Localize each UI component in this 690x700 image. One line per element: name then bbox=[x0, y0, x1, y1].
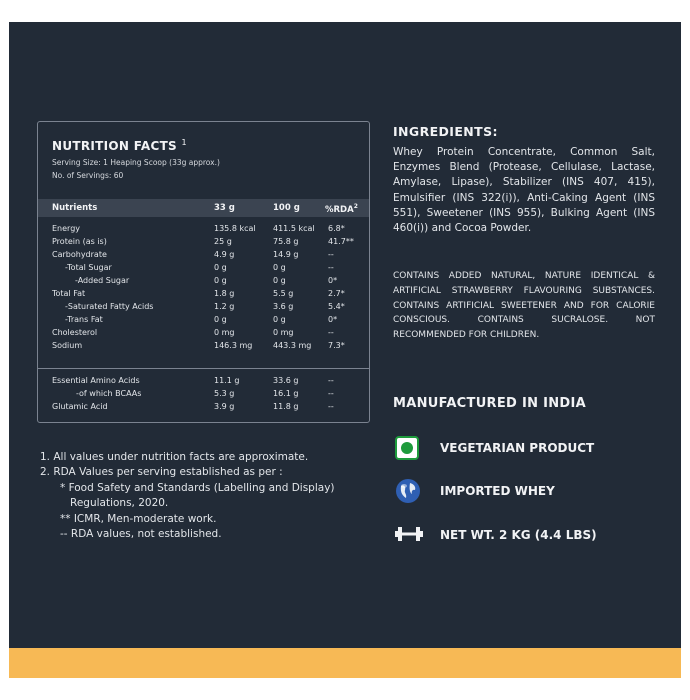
nutrition-header-row bbox=[38, 199, 369, 217]
warning-text: CONTAINS ADDED NATURAL, NATURE IDENTICAL & ARTIFICIAL STRAWBERRY FLAVOURING SUBSTANCES. CONTAINS ARTIFICIAL SWEETENER AND FOR CALORIE CONSCIOUS. CONTAINS SUCRALOSE. NOT RECOMMENDED FOR CHILDREN. bbox=[393, 271, 655, 341]
nutrition-facts-box bbox=[37, 121, 370, 423]
nutrient-row-carbohydrate: Carbohydrate 4.9 g 14.9 g -- bbox=[52, 250, 334, 259]
amino-row-bcaas: -of which BCAAs 5.3 g 16.1 g -- bbox=[76, 389, 334, 398]
header-33g: 33 g bbox=[214, 203, 235, 213]
nutrient-row-saturated-fat: -Saturated Fatty Acids 1.2 g 3.6 g 5.4* bbox=[65, 302, 345, 311]
nutrient-row-total-sugar: -Total Sugar 0 g 0 g -- bbox=[65, 263, 334, 272]
ingredients-text: Whey Protein Concentrate, Common Salt, Enzymes Blend (Protease, Cellulase, Lactase, Amylase, Lipase), Stabilizer (INS 407, 415), Emulsifier (INS 322(i)), Anti-Caking Agent (INS 551), Sweetener (INS 955), Bulking Agent (INS 460(i)) and Cocoa Powder. bbox=[393, 146, 655, 235]
footnote-2-sub-1b: Regulations, 2020. bbox=[70, 497, 169, 509]
footnote-2: 2. RDA Values per serving established as per : bbox=[40, 466, 283, 478]
amino-row-essential: Essential Amino Acids 11.1 g 33.6 g -- bbox=[52, 376, 334, 385]
footnote-1: 1. All values under nutrition facts are approximate. bbox=[40, 451, 309, 463]
nutrient-row-energy: Energy 135.8 kcal 411.5 kcal 6.8* bbox=[52, 224, 345, 233]
nutrient-row-sodium: Sodium 146.3 mg 443.3 mg 7.3* bbox=[52, 341, 345, 350]
feature-imported-whey: IMPORTED WHEY bbox=[440, 484, 555, 498]
header-100g: 100 g bbox=[273, 203, 300, 213]
amino-row-glutamic: Glutamic Acid 3.9 g 11.8 g -- bbox=[52, 402, 334, 411]
footnote-2-sub-3: -- RDA values, not established. bbox=[60, 528, 222, 540]
nutrient-row-protein: Protein (as is) 25 g 75.8 g 41.7** bbox=[52, 237, 354, 246]
ingredients-title: INGREDIENTS: bbox=[393, 124, 498, 139]
nutrient-row-trans-fat: -Trans Fat 0 g 0 g 0* bbox=[65, 315, 338, 324]
dumbbell-icon bbox=[395, 524, 423, 544]
header-rda: %RDA$^2$ bbox=[325, 203, 358, 215]
feature-net-weight: NET WT. 2 KG (4.4 LBS) bbox=[440, 528, 597, 542]
nutrient-row-total-fat: Total Fat 1.8 g 5.5 g 2.7* bbox=[52, 289, 345, 298]
header-nutrients: Nutrients bbox=[52, 203, 98, 213]
veg-mark-icon bbox=[395, 436, 419, 460]
feature-vegetarian: VEGETARIAN PRODUCT bbox=[440, 441, 595, 455]
nutrition-divider bbox=[38, 368, 369, 369]
accent-stripe bbox=[9, 648, 681, 678]
servings-count: No. of Servings: 60 bbox=[52, 171, 124, 180]
nutrition-title: NUTRITION FACTS $^1$ bbox=[52, 138, 187, 153]
serving-size: Serving Size: 1 Heaping Scoop (33g approx.) bbox=[52, 158, 220, 167]
nutrient-row-added-sugar: -Added Sugar 0 g 0 g 0* bbox=[75, 276, 338, 285]
globe-icon bbox=[395, 478, 421, 504]
footnote-2-sub-1: * Food Safety and Standards (Labelling and Display) bbox=[60, 482, 335, 494]
manufactured-in-india: MANUFACTURED IN INDIA bbox=[393, 396, 587, 411]
nutrient-row-cholesterol: Cholesterol 0 mg 0 mg -- bbox=[52, 328, 334, 337]
footnote-2-sub-2: ** ICMR, Men-moderate work. bbox=[60, 513, 217, 525]
